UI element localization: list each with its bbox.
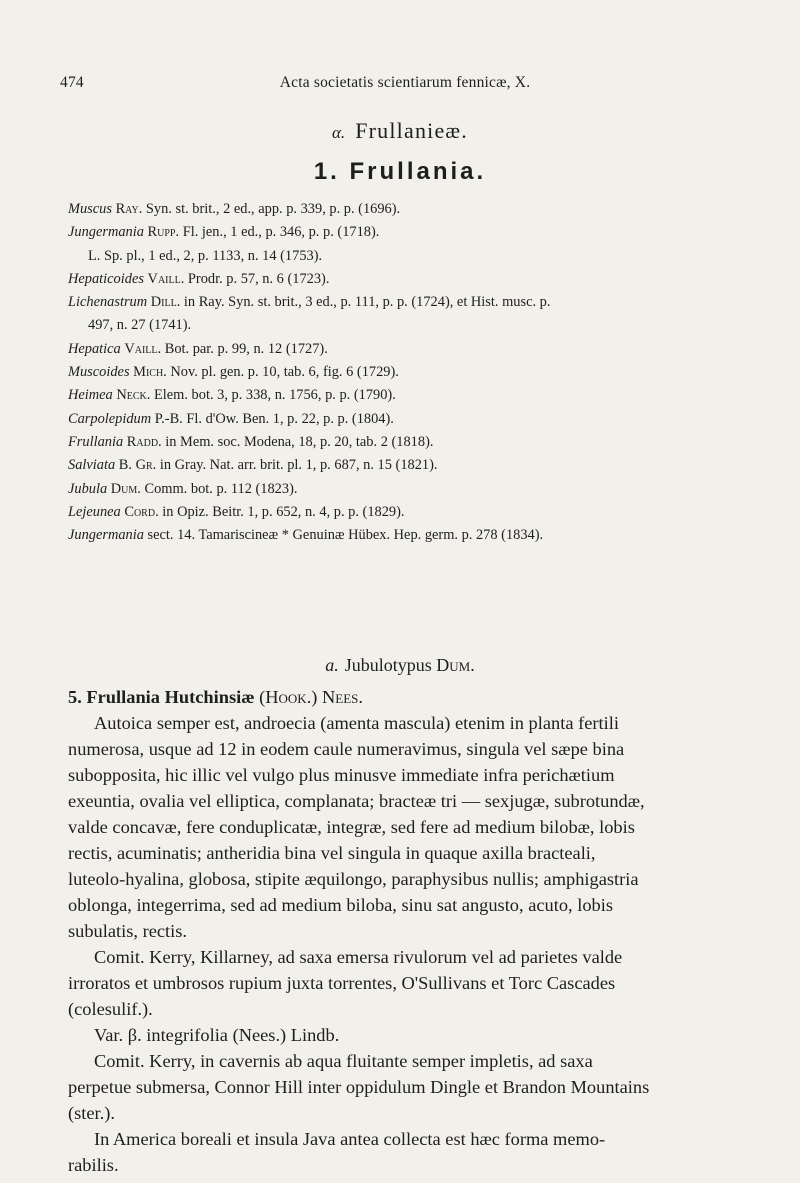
body-line: valde concavæ, fere conduplicatæ, integræ, sed fere ad medium bilobæ, lobis: [68, 817, 635, 837]
subsection-name: Jubulotypus: [344, 655, 432, 675]
synonym-entry: Hepatica Vaill. Bot. par. p. 99, n. 12 (1727).: [68, 340, 328, 357]
synonym-entry: Heimea Neck. Elem. bot. 3, p. 338, n. 1756, p. p. (1790).: [68, 387, 396, 404]
subsection-heading: [0, 655, 800, 676]
synonym-entry: Carpolepidum P.-B. Fl. d'Ow. Ben. 1, p. 22, p. p. (1804).: [68, 410, 394, 427]
family-heading: [0, 118, 800, 144]
synonym-entry: Hepaticoides Vaill. Prodr. p. 57, n. 6 (1723).: [68, 270, 330, 287]
body-line: oblonga, integerrima, sed ad medium biloba, sinu sat angusto, acuto, lobis: [68, 895, 613, 915]
synonym-entry: Salviata B. Gr. in Gray. Nat. arr. brit. pl. 1, p. 687, n. 15 (1821).: [68, 457, 438, 474]
genus-heading: 1. Frullania.: [313, 158, 487, 185]
variety-heading: Var. β. integrifolia (Nees.) Lindb.: [94, 1025, 340, 1045]
family-letter: α.: [332, 123, 346, 142]
synonymy-list: [68, 198, 768, 547]
body-line: Comit. Kerry, Killarney, ad saxa emersa rivulorum vel ad parietes valde: [94, 947, 623, 967]
body-line: subopposita, hic illic vel vulgo plus minusve immediate infra perichætium: [68, 765, 615, 785]
species-account: [68, 684, 774, 1178]
body-line: perpetue submersa, Connor Hill inter oppidulum Dingle et Brandon Mountains: [68, 1077, 650, 1097]
synonym-entry: L. Sp. pl., 1 ed., 2, p. 1133, n. 14 (1753).: [88, 247, 323, 264]
body-line: Comit. Kerry, in cavernis ab aqua fluitante semper impletis, ad saxa: [94, 1051, 593, 1071]
body-line: rectis, acuminatis; antheridia bina vel singula in quaque axilla bracteali,: [68, 843, 596, 863]
body-line: exeuntia, ovalia vel elliptica, complanata; bracteæ tri — sexjugæ, subrotundæ,: [68, 791, 645, 811]
body-line: irroratos et umbrosos rupium juxta torrentes, O'Sullivans et Torc Cascades: [68, 973, 616, 993]
body-line: subulatis, rectis.: [68, 921, 188, 941]
body-line: (ster.).: [68, 1103, 115, 1123]
family-name: Frullanieæ.: [355, 118, 468, 143]
body-line: rabilis.: [68, 1155, 119, 1175]
synonym-entry: Lichenastrum Dill. in Ray. Syn. st. brit., 3 ed., p. 111, p. p. (1724), et Hist. musc. p.: [68, 294, 551, 311]
body-line: numerosa, usque ad 12 in eodem caule numeravimus, singula vel sæpe bina: [68, 739, 625, 759]
subsection-author: Dum.: [436, 655, 475, 675]
body-line: Autoica semper est, androecia (amenta mascula) etenim in planta fertili: [94, 713, 619, 733]
subsection-letter: a.: [325, 655, 339, 675]
synonym-entry: Muscoides Mich. Nov. pl. gen. p. 10, tab. 6, fig. 6 (1729).: [68, 364, 399, 381]
journal-title: Acta societatis scientiarum fennicæ, X.: [279, 74, 531, 91]
synonym-entry: Muscus Ray. Syn. st. brit., 2 ed., app. p. 339, p. p. (1696).: [68, 201, 401, 217]
page-number: 474: [60, 74, 84, 91]
synonym-entry: 497, n. 27 (1741).: [88, 317, 192, 334]
synonym-entry: Frullania Radd. in Mem. soc. Modena, 18, p. 20, tab. 2 (1818).: [68, 433, 434, 450]
synonym-entry: Jungermania sect. 14. Tamariscineæ * Genuinæ Hübex. Hep. germ. p. 278 (1834).: [68, 527, 544, 544]
body-line: (colesulif.).: [68, 999, 153, 1019]
body-line: luteolo-hyalina, globosa, stipite æquilongo, paraphysibus nullis; amphigastria: [68, 869, 639, 889]
synonym-entry: Jungermania Rupp. Fl. jen., 1 ed., p. 346, p. p. (1718).: [68, 224, 380, 241]
species-heading: 5. Frullania Hutchinsiæ (Hook.) Nees.: [68, 687, 364, 707]
synonym-entry: Jubula Dum. Comm. bot. p. 112 (1823).: [68, 480, 298, 497]
body-line: In America boreali et insula Java antea collecta est hæc forma memo-: [94, 1129, 606, 1149]
synonym-entry: Lejeunea Cord. in Opiz. Beitr. 1, p. 652, n. 4, p. p. (1829).: [68, 503, 405, 520]
